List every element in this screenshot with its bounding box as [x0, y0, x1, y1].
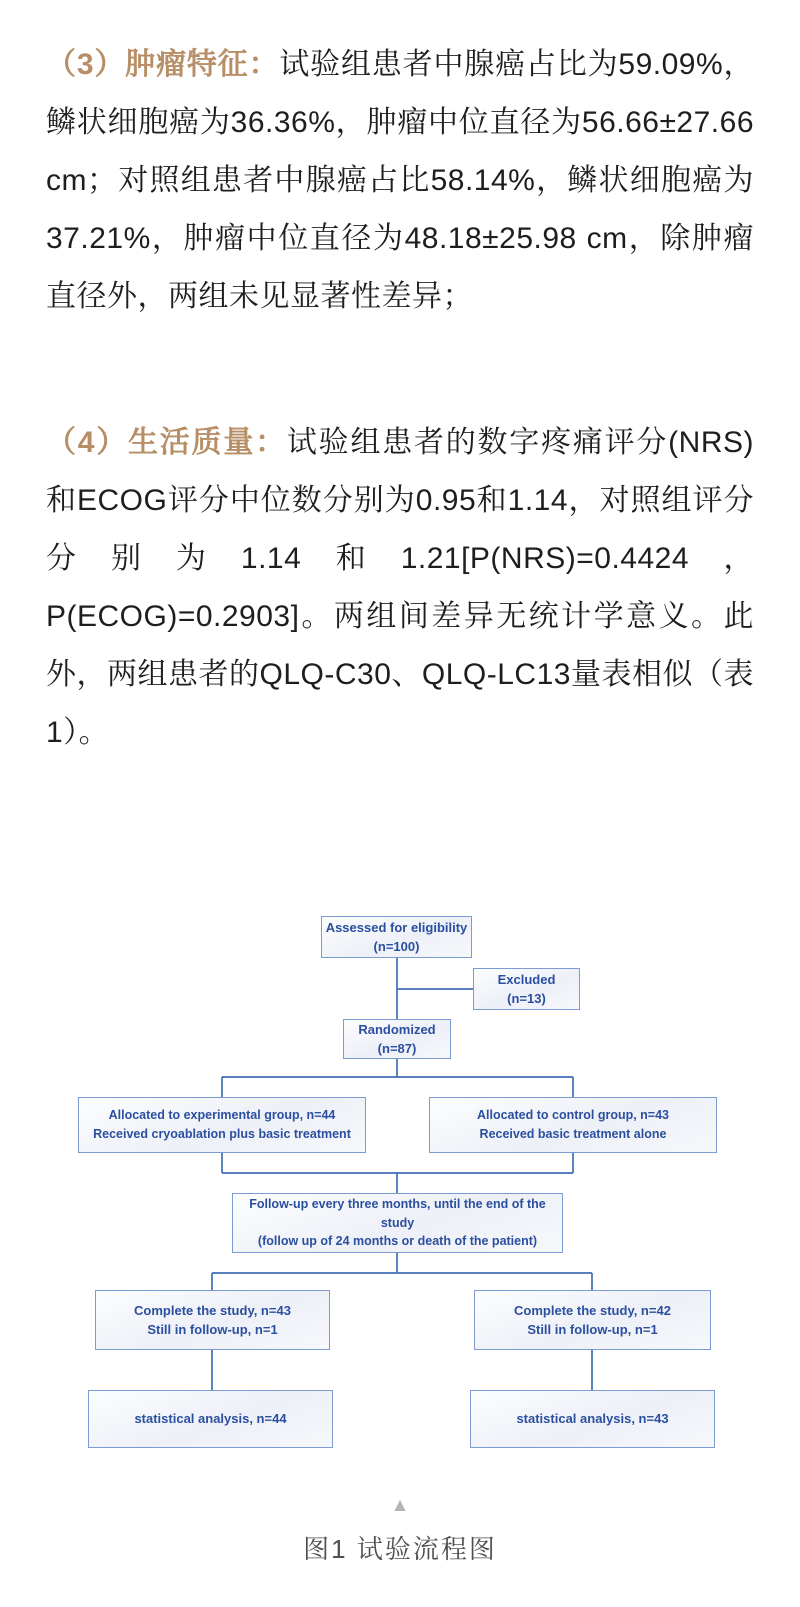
paragraph-tumor-characteristics [46, 36, 754, 326]
flow-box-line: (n=13) [507, 991, 546, 1006]
flow-box-line: (n=87) [377, 1041, 417, 1056]
flow-box-complete-control [474, 1290, 711, 1350]
trial-flowchart [0, 890, 800, 1470]
flow-box-line: statistical analysis, n=43 [516, 1411, 669, 1427]
figure-caption-block [0, 1496, 800, 1566]
flow-box-line: Received basic treatment alone [479, 1127, 667, 1141]
flow-box-line: Complete the study, n=42 [514, 1302, 671, 1318]
flow-box-line: Follow-up every three months, until the end of the study [249, 1196, 546, 1230]
paragraph-3-body: 试验组患者中腺癌占比为59.09%，鳞状细胞癌为36.36%，肿瘤中位直径为56.66±27.66 cm；对照组患者中腺癌占比58.14%，鳞状细胞癌为37.21%，肿瘤中位直径为48.18±25.98 cm，除肿瘤直径外，两组未见显著性差异； [46, 48, 754, 313]
flow-box-line: Received cryoablation plus basic treatment [93, 1127, 351, 1141]
flow-box-assessed [321, 916, 472, 958]
flow-box-followup [232, 1193, 563, 1253]
flow-box-line: Allocated to experimental group, n=44 [108, 1108, 336, 1123]
paragraph-4-body: 试验组患者的数字疼痛评分(NRS)和ECOG评分中位数分别为0.95和1.14，对照组评分分别为1.14和1.21[P(NRS)=0.4424，P(ECOG)=0.2903]。两组间差异无统计学意义。此外，两组患者的QLQ-C30、QLQ-LC13量表相似（表1）。 [46, 426, 755, 749]
paragraph-3-heading: （3）肿瘤特征： [46, 48, 280, 81]
flow-box-line: (follow up of 24 months or death of the patient) [257, 1234, 538, 1249]
figure-caption: 图1 试验流程图 [303, 1534, 497, 1564]
flow-box-line: Excluded [497, 971, 556, 987]
flow-box-allocated-experimental [78, 1097, 366, 1153]
flow-box-excluded [473, 968, 580, 1010]
flow-box-randomized [343, 1019, 451, 1059]
flow-box-statistical-control [470, 1390, 715, 1448]
flow-box-statistical-experimental [88, 1390, 333, 1448]
flow-box-complete-experimental [95, 1290, 330, 1350]
flow-box-line: Complete the study, n=43 [134, 1302, 291, 1318]
flow-box-line: Assessed for eligibility [325, 919, 468, 935]
flow-box-line: Allocated to control group, n=43 [476, 1108, 670, 1123]
flow-box-line: Randomized [358, 1021, 436, 1037]
article-text [46, 36, 754, 762]
triangle-marker-icon: ▲ [390, 1495, 410, 1516]
flow-box-allocated-control [429, 1097, 717, 1153]
flowchart-connector-lines [0, 890, 800, 1470]
flow-box-line: Still in follow-up, n=1 [527, 1322, 658, 1337]
paragraph-4-heading: （4）生活质量： [46, 426, 287, 459]
flow-box-line: statistical analysis, n=44 [134, 1411, 287, 1427]
flow-box-line: (n=100) [373, 939, 420, 954]
flow-box-line: Still in follow-up, n=1 [147, 1322, 278, 1337]
paragraph-quality-of-life [46, 414, 754, 762]
